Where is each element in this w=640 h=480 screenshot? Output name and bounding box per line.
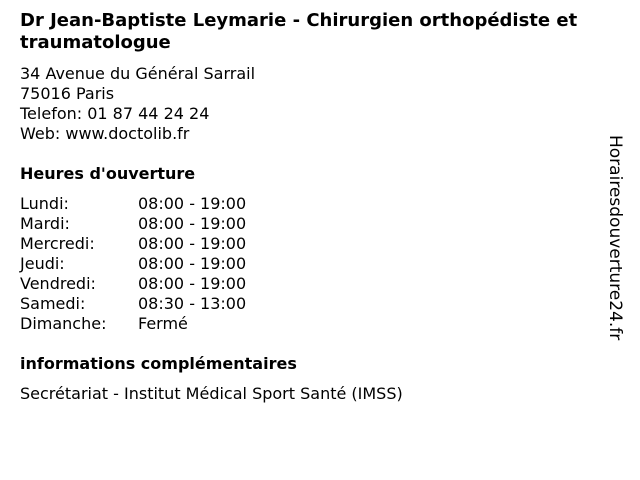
address-block — [20, 64, 255, 144]
site-brand-label: Horairesdouverture24.fr — [605, 135, 625, 341]
day-label: Mercredi: — [20, 234, 95, 253]
day-label: Lundi: — [20, 194, 69, 213]
day-label: Samedi: — [20, 294, 86, 313]
hours-value: Fermé — [138, 314, 188, 333]
hours-value: 08:30 - 13:00 — [138, 294, 247, 313]
additional-info-text: Secrétariat - Institut Médical Sport Santé (IMSS) — [20, 384, 403, 403]
opening-hours-heading: Heures d'ouverture — [20, 164, 196, 183]
day-label: Jeudi: — [20, 254, 65, 273]
hours-value: 08:00 - 19:00 — [138, 214, 247, 233]
phone-number: Telefon: 01 87 44 24 24 — [20, 104, 210, 123]
day-label: Vendredi: — [20, 274, 96, 293]
day-label: Dimanche: — [20, 314, 107, 333]
additional-info-heading: informations complémentaires — [20, 354, 297, 373]
page-title: Dr Jean-Baptiste Leymarie - Chirurgien orthopédiste et traumatologue — [20, 10, 578, 53]
hours-value: 08:00 - 19:00 — [138, 254, 247, 273]
website: Web: www.doctolib.fr — [20, 124, 190, 143]
hours-value: 08:00 - 19:00 — [138, 194, 247, 213]
hours-value: 08:00 - 19:00 — [138, 234, 247, 253]
street-address: 34 Avenue du Général Sarrail — [20, 64, 256, 83]
hours-value: 08:00 - 19:00 — [138, 274, 247, 293]
day-label: Mardi: — [20, 214, 70, 233]
city: 75016 Paris — [20, 84, 115, 103]
